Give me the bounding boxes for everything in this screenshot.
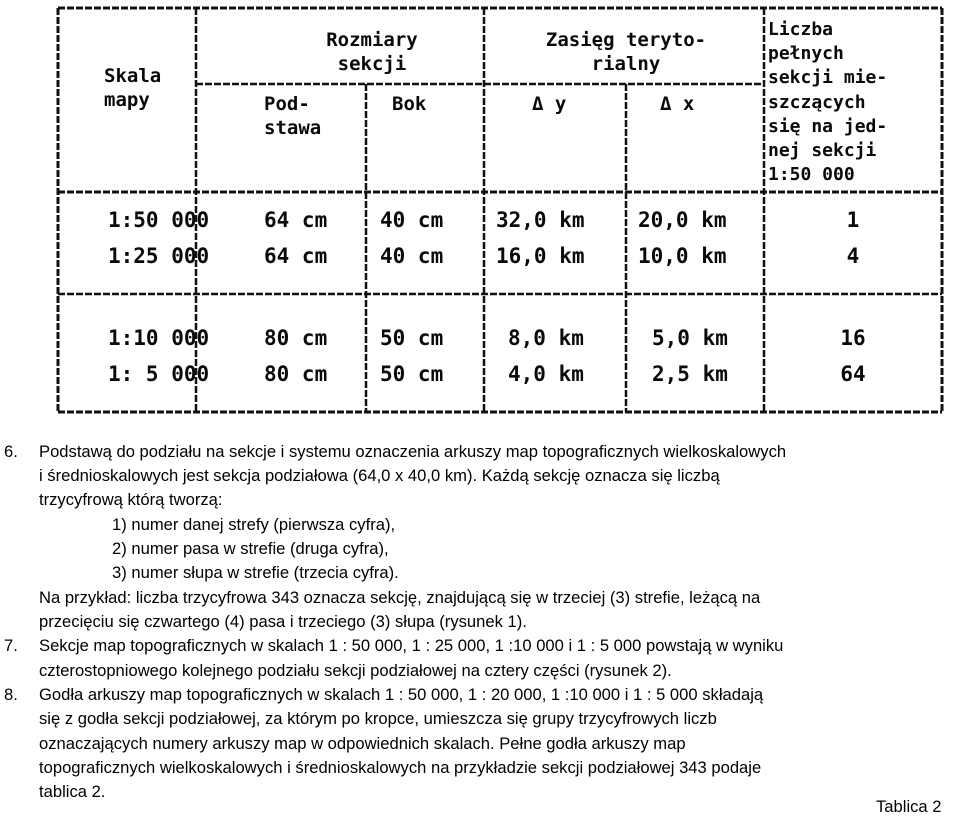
text-line: i średnioskalowych jest sekcja podziałowa (64,0 x 40,0 km). Każdą sekcję oznacza się liczbą bbox=[39, 466, 720, 485]
header-base: Pod- stawa bbox=[264, 93, 322, 139]
text-line: Podstawą do podziału na sekcje i systemu oznaczenia arkuszy map topograficznych wielkoskalowych bbox=[39, 442, 787, 461]
text-line: się z godła sekcji podziałowej, za którym po kropce, umieszcza się grupy trzycyfrowych liczb bbox=[39, 709, 717, 728]
text-line: Godła arkuszy map topograficznych w skalach 1 : 50 000, 1 : 20 000, 1 :10 000 i 1 : 5 000 składają bbox=[39, 685, 764, 704]
item-number: 6. bbox=[4, 442, 18, 461]
list-item: 2) numer pasa w strefie (druga cyfra), bbox=[112, 539, 389, 558]
cell-count: 64 bbox=[840, 362, 866, 386]
scanned-table bbox=[56, 6, 944, 414]
cell-side: 40 cm bbox=[380, 244, 444, 268]
cell-dy: 8,0 km bbox=[508, 326, 584, 350]
text-line: Na przykład: liczba trzycyfrowa 343 oznacza sekcję, znajdującą się w trzeciej (3) strefie, leżącą na bbox=[39, 588, 761, 607]
header-range: Zasięg teryto- rialny bbox=[545, 29, 707, 75]
cell-side: 40 cm bbox=[380, 208, 444, 232]
cell-base: 64 cm bbox=[264, 208, 328, 232]
cell-dx: 20,0 km bbox=[638, 208, 727, 232]
text-line: trzycyfrową którą tworzą: bbox=[39, 490, 223, 509]
cell-dy: 32,0 km bbox=[496, 208, 585, 232]
header-count: Liczba pełnych sekcji mie- szczących się na jed- nej sekcji 1:50 000 bbox=[768, 19, 888, 186]
text-line: czterostopniowego kolejnego podziału sekcji podziałowej na cztery części (rysunek 2). bbox=[39, 661, 672, 680]
cell-dy: 4,0 km bbox=[508, 362, 584, 386]
list-item: 1) numer danej strefy (pierwsza cyfra), bbox=[112, 515, 396, 534]
cell-scale: 1:50 000 bbox=[108, 208, 210, 232]
list-item: 3) numer słupa w strefie (trzecia cyfra). bbox=[112, 563, 399, 582]
item-number: 7. bbox=[4, 636, 18, 655]
cell-base: 80 cm bbox=[264, 362, 328, 386]
text-line: Sekcje map topograficznych w skalach 1 : 50 000, 1 : 25 000, 1 :10 000 i 1 : 5 000 powstają w wyniku bbox=[39, 636, 784, 655]
text-line: przecięciu się czwartego (4) pasa i trzeciego (3) słupa (rysunek 1). bbox=[39, 612, 527, 631]
cell-count: 1 bbox=[846, 208, 860, 232]
header-scale: Skala mapy bbox=[104, 65, 162, 111]
cell-scale: 1: 5 000 bbox=[108, 362, 210, 386]
text-line: tablica 2. bbox=[39, 782, 106, 801]
header-dx: Δ x bbox=[660, 93, 695, 115]
header-dy: Δ y bbox=[532, 93, 567, 115]
text-line: topograficznych wielkoskalowych i średnioskalowych na przykładzie sekcji podziałowej 343 podaje bbox=[39, 758, 762, 777]
cell-side: 50 cm bbox=[380, 362, 444, 386]
cell-side: 50 cm bbox=[380, 326, 444, 350]
cell-scale: 1:25 000 bbox=[108, 244, 210, 268]
cell-dx: 5,0 km bbox=[652, 326, 728, 350]
cell-scale: 1:10 000 bbox=[108, 326, 210, 350]
text-line: oznaczających numery arkuszy map w odpowiednich skalach. Pełne godła arkuszy map bbox=[39, 734, 686, 753]
header-side: Bok bbox=[392, 93, 427, 115]
cell-dy: 16,0 km bbox=[496, 244, 585, 268]
header-dimensions: Rozmiary sekcji bbox=[326, 29, 418, 75]
cell-base: 80 cm bbox=[264, 326, 328, 350]
cell-count: 16 bbox=[840, 326, 866, 350]
cell-dx: 2,5 km bbox=[652, 362, 728, 386]
item-number: 8. bbox=[4, 685, 18, 704]
cell-dx: 10,0 km bbox=[638, 244, 727, 268]
cell-count: 4 bbox=[846, 244, 860, 268]
table-caption: Tablica 2 bbox=[876, 797, 942, 816]
cell-base: 64 cm bbox=[264, 244, 328, 268]
